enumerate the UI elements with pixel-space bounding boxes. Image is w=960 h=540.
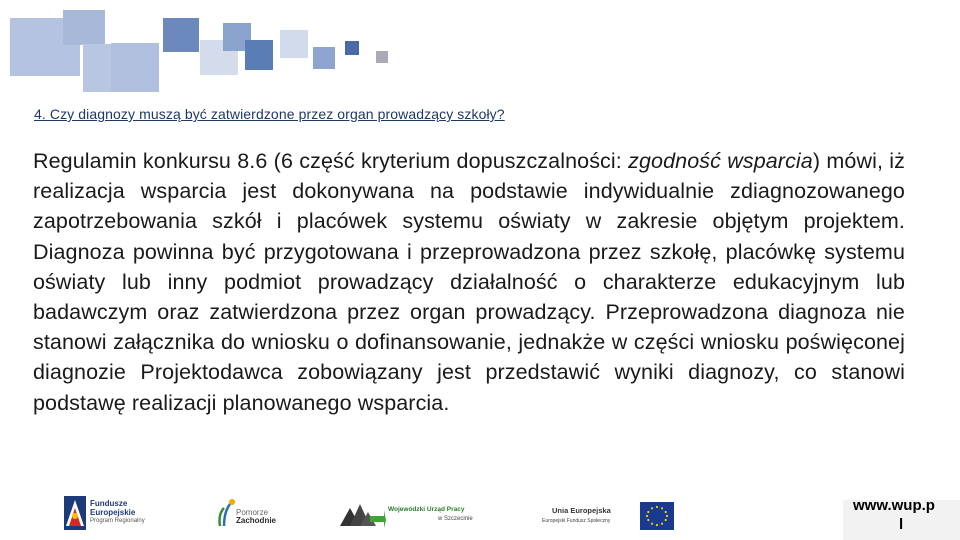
pomorze-line2: Zachodnie — [236, 516, 277, 525]
ue-line1: Unia Europejska — [552, 506, 611, 515]
answer-text-part2: ) mówi, iż realizacja wsparcia jest dokonywana na podstawie indywidualnie zdiagnozowanego zapotrzebowania szkół i placówek systemu oświaty w zakresie objętym projektem. Diagnoza powinna być przygotowana i przeprowadzona przez szkołę, placówkę systemu oświaty lub inny podmiot prowadzący działalność o charakterze edukacyjnym lub badawczym oraz zatwierdzona przez organ prowadzący. Przeprowadzona diagnoza nie stanowi załącznika do wniosku o dofinansowanie, jednakże w części wniosku poświęconej diagnozie Projektodawca zobowiązany jest przedstawić wyniki diagnozy, co stanowi podstawę realizacji planowanego wsparcia. — [33, 149, 906, 415]
pomorze-line1: Pomorze — [236, 508, 269, 517]
fundusze-europejskie-logo — [64, 494, 160, 532]
decor-square — [313, 47, 335, 69]
unia-europejska-logo — [540, 500, 676, 532]
pomorze-emblem-icon — [216, 496, 236, 528]
wup-szczecin-logo — [340, 498, 480, 530]
decor-square — [280, 30, 308, 58]
decor-square — [63, 10, 105, 45]
decor-square — [111, 43, 159, 92]
wup-line1: Wojewódzki Urząd Pracy — [388, 506, 465, 513]
decor-square — [376, 51, 388, 63]
answer-text-part1: Regulamin konkursu 8.6 (6 część kryterium dopuszczalności: — [33, 149, 629, 173]
website-link[interactable]: www.wup.p — [853, 497, 935, 514]
fe-line3: Program Regionalny — [90, 518, 145, 524]
fe-line2: Europejskie — [90, 508, 136, 517]
pomorze-zachodnie-logo — [216, 496, 282, 530]
decor-square — [245, 40, 273, 70]
ue-line2: Europejski Fundusz Społeczny — [542, 518, 611, 524]
fe-emblem-icon — [64, 496, 86, 530]
wup-line2: w Szczecinie — [438, 516, 473, 522]
decor-square — [345, 41, 359, 55]
wup-emblem-icon — [340, 500, 386, 528]
website-link-tail[interactable]: l — [899, 516, 904, 533]
decor-square — [163, 18, 199, 52]
answer-paragraph — [33, 146, 905, 418]
eu-flag-icon — [640, 502, 674, 530]
question-heading: 4. Czy diagnozy muszą być zatwierdzone przez organ prowadzący szkoły? — [34, 106, 505, 122]
fe-line1: Fundusze — [90, 499, 128, 508]
answer-emphasis: zgodność wsparcia — [628, 149, 813, 173]
